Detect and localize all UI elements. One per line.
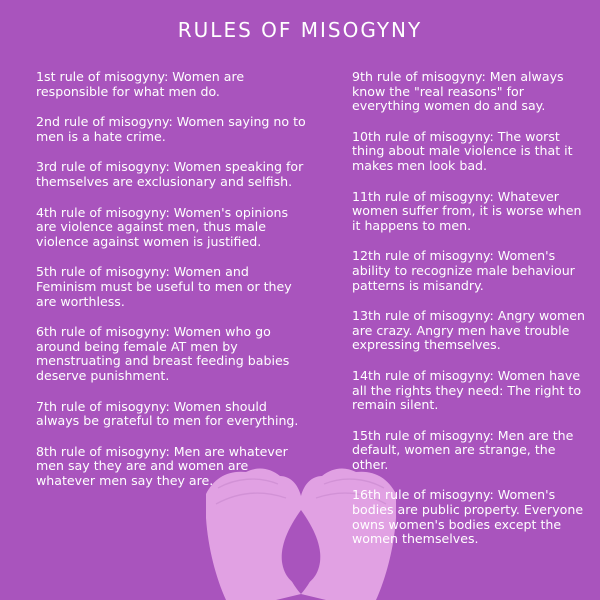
rule-8: 8th rule of misogyny: Men are whatever men say they are and women are whatever men say they are. — [36, 443, 288, 488]
rule-4: 4th rule of misogyny: Women's opinions are violence against men, thus male violence against women is justified. — [36, 204, 289, 249]
rule-15: 15th rule of misogyny: Men are the default, women are strange, the other. — [352, 427, 574, 472]
rule-16: 16th rule of misogyny: Women's bodies are public property. Everyone owns women's bodies except the women themselves. — [352, 487, 584, 547]
rule-11: 11th rule of misogyny: Whatever women suffer from, it is worse when it happens to men. — [352, 188, 582, 233]
rule-14: 14th rule of misogyny: Women have all the rights they need: The right to remain silent. — [352, 367, 582, 413]
rules-left-column — [36, 70, 306, 504]
page-title: RULES OF MISOGYNY — [177, 18, 423, 42]
rule-1: 1st rule of misogyny: Women are responsible for what men do. — [36, 69, 245, 99]
rule-6: 6th rule of misogyny: Women who go around being female AT men by menstruating and breast feeding babies deserve punishment. — [36, 324, 290, 383]
rule-2: 2nd rule of misogyny: Women saying no to men is a hate crime. — [36, 114, 306, 144]
rule-9: 9th rule of misogyny: Men always know the "real reasons" for everything women do and say. — [352, 69, 564, 114]
rule-3: 3rd rule of misogyny: Women speaking for themselves are exclusionary and selfish. — [36, 159, 304, 189]
rule-10: 10th rule of misogyny: The worst thing about male violence is that it makes men look bad. — [352, 128, 573, 173]
rule-13: 13th rule of misogyny: Angry women are crazy. Angry men have trouble expressing themselves. — [352, 308, 585, 353]
rule-5: 5th rule of misogyny: Women and Feminism must be useful to men or they are worthless. — [36, 264, 292, 309]
rules-right-column — [352, 70, 588, 563]
rule-7: 7th rule of misogyny: Women should always be grateful to men for everything. — [36, 398, 299, 429]
rule-12: 12th rule of misogyny: Women's ability to recognize male behaviour patterns is misandry. — [352, 248, 575, 293]
